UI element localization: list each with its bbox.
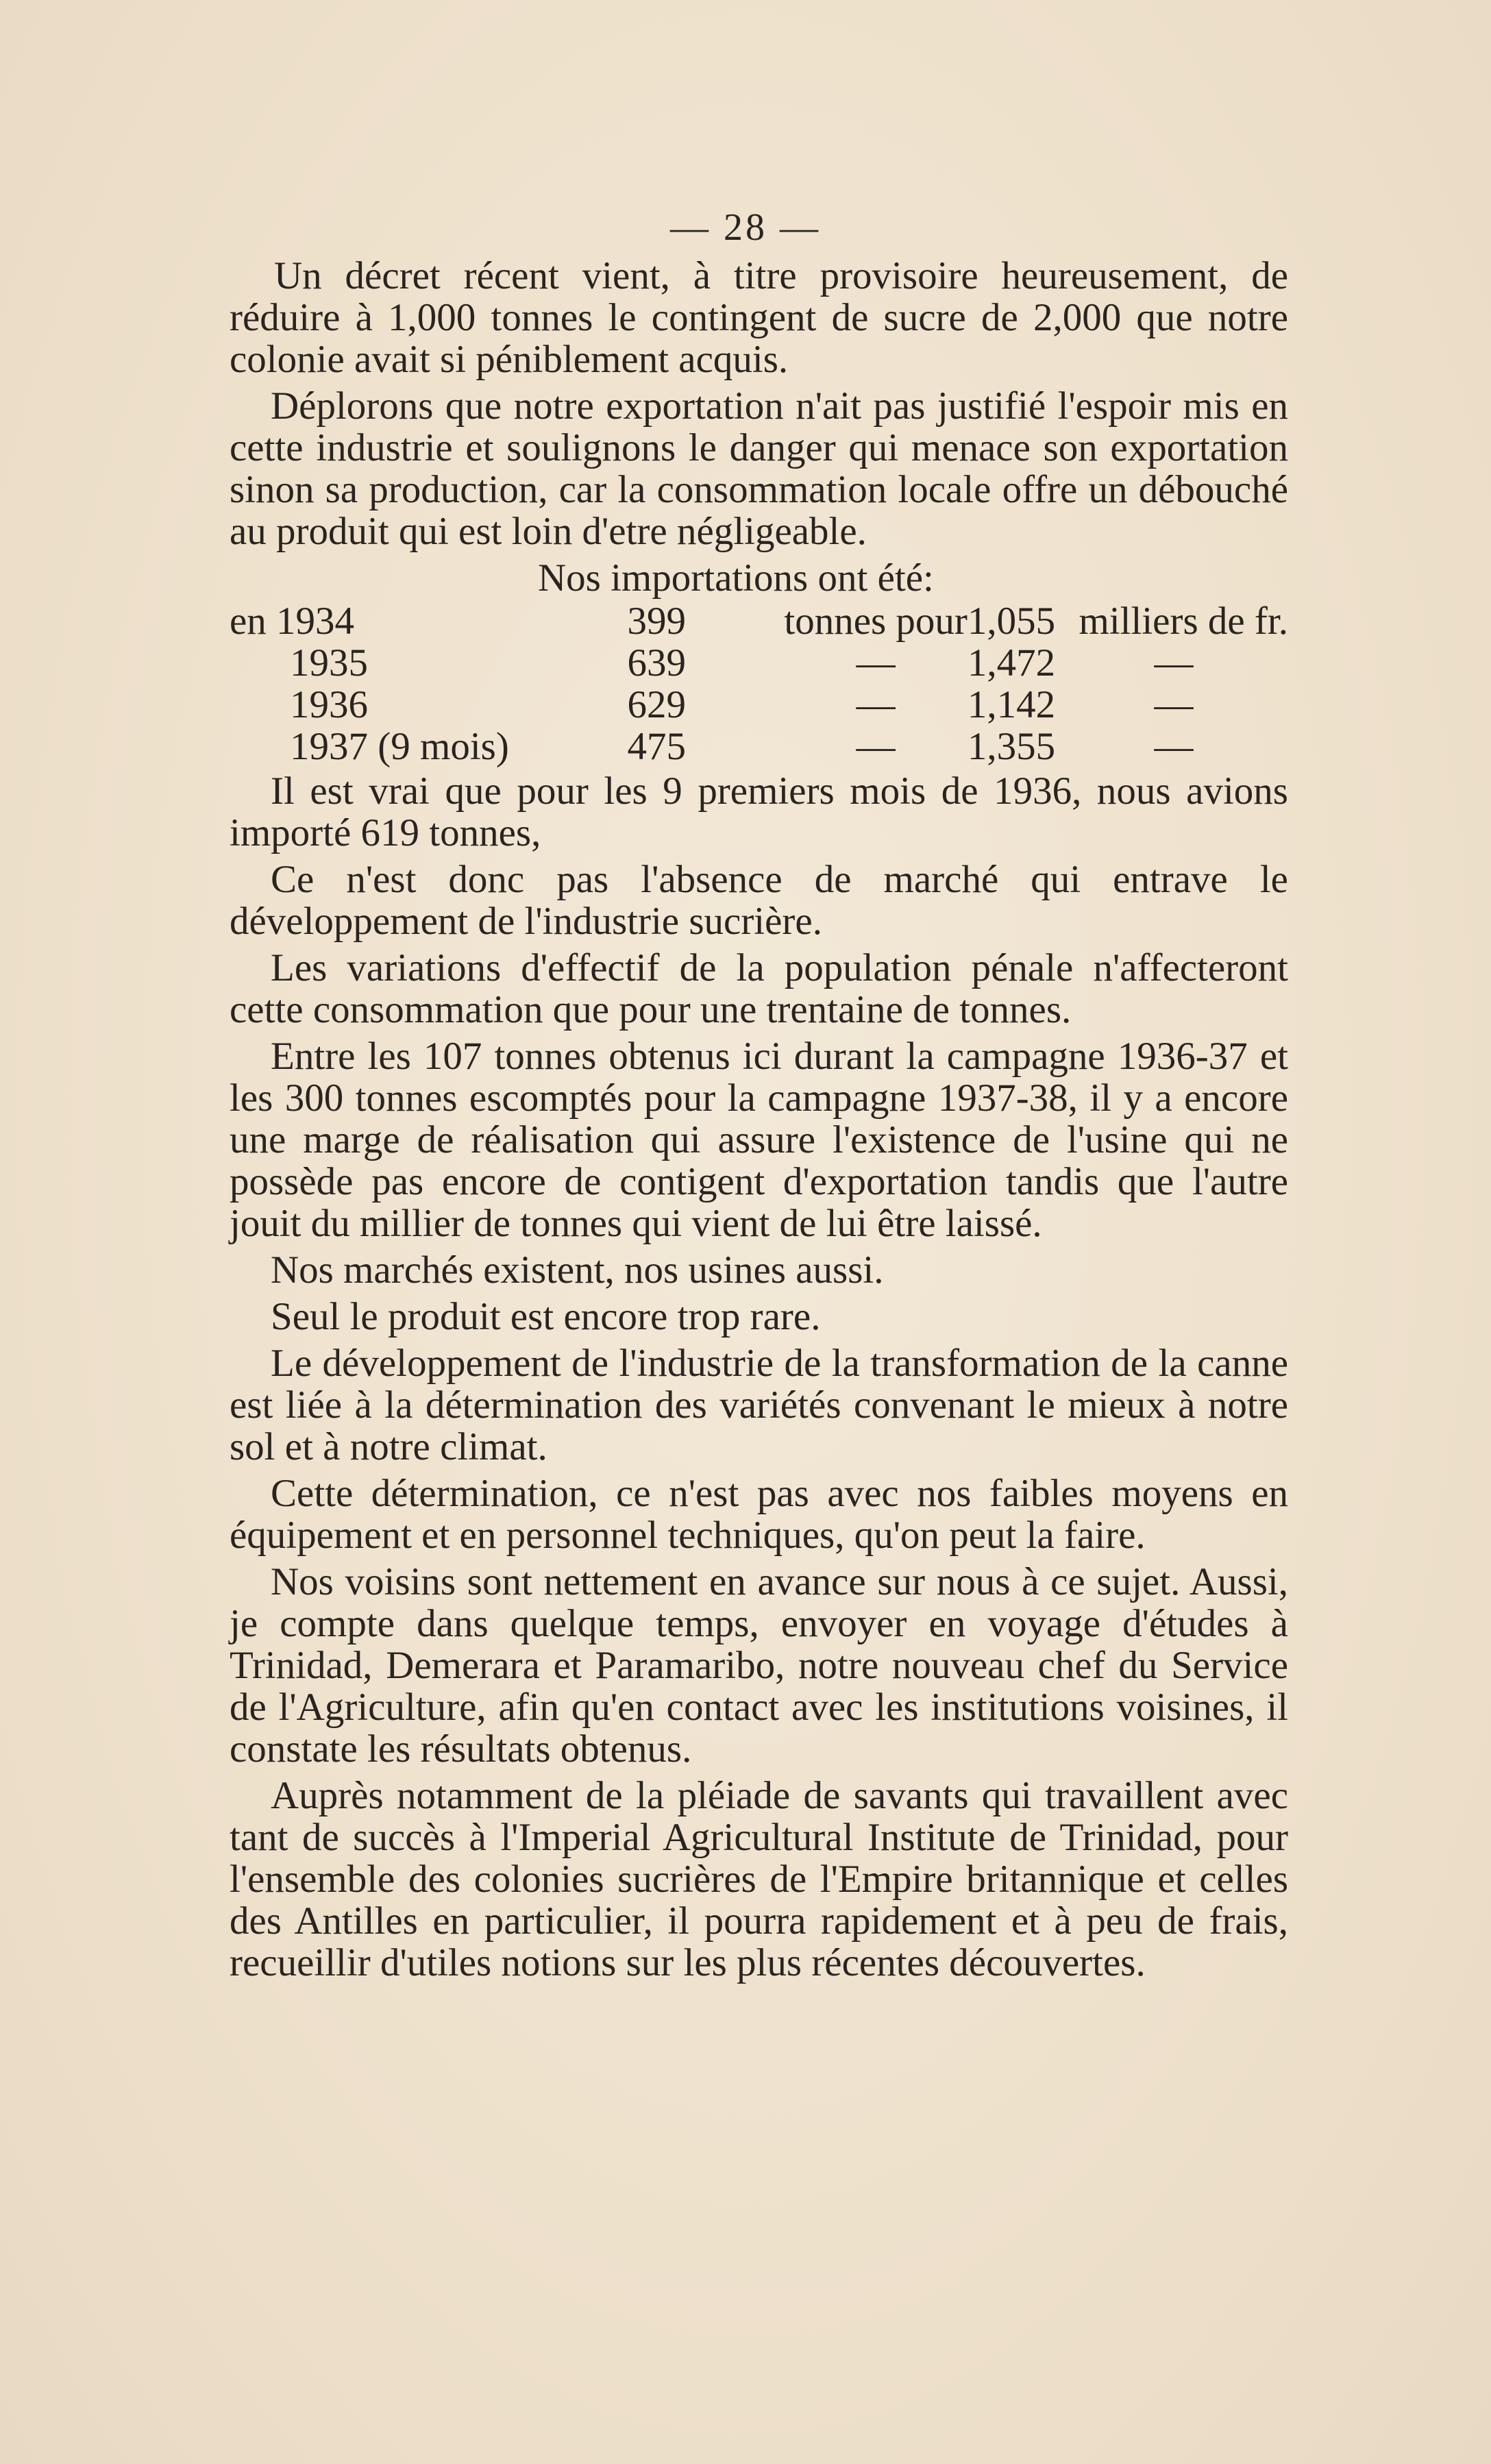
rest-cell: — bbox=[1154, 641, 1194, 685]
table-row bbox=[230, 684, 1288, 726]
tons-cell: 629 bbox=[627, 683, 686, 726]
table-row bbox=[230, 642, 1288, 684]
paragraph: Les variations d'effectif de la population pénale n'affecteront cette consommation que pour une trentaine de tonnes. bbox=[230, 946, 1288, 1031]
value-cell: 1,355 bbox=[967, 725, 1056, 768]
paragraph: Nos voisins sont nettement en avance sur nous à ce sujet. Aussi, je compte dans quelque temps, envoyer en voyage d'études à Trinidad, Demerara et Paramaribo, notre nouveau chef du Service de l'Agriculture, afin qu'en contact avec les institutions voisines, il constate les résultats obtenus. bbox=[230, 1560, 1288, 1771]
paragraph: Auprès notamment de la pléiade de savants qui travaillent avec tant de succès à l'Imperial Agricultural Institute de Trinidad, pour l'ensemble des colonies sucrières de l'Empire britannique et celles des Antilles en particulier, il pourra rapidement et à peu de frais, recueillir d'utiles notions sur les plus récentes découvertes. bbox=[230, 1774, 1288, 1984]
unit-cell: — bbox=[856, 725, 896, 768]
unit-cell: — bbox=[856, 641, 896, 685]
year-cell: 1936 bbox=[290, 683, 368, 726]
year-cell: en 1934 bbox=[230, 600, 355, 643]
value-cell: 1,142 bbox=[967, 683, 1056, 726]
page-number: — 28 — bbox=[670, 206, 821, 249]
paragraph: Déplorons que notre exportation n'ait pas justifié l'espoir mis en cette industrie et soulignons le danger qui menace son exportation sinon sa production, car la consommation locale offre un débouché au produit qui est loin d'etre négligeable. bbox=[230, 384, 1288, 553]
paragraph: Ce n'est donc pas l'absence de marché qui entrave le développement de l'industrie sucrière. bbox=[230, 858, 1288, 943]
rest-cell: milliers de fr. bbox=[1079, 600, 1288, 643]
paragraph: Entre les 107 tonnes obtenus ici durant la campagne 1936-37 et les 300 tonnes escomptés pour la campagne 1937-38, il y a encore une marge de réalisation qui assure l'existence de l'usine qui ne possède pas encore de contigent d'exportation tandis que l'autre jouit du millier de tonnes qui vient de lui être laissé. bbox=[230, 1035, 1288, 1245]
page-body bbox=[230, 255, 1288, 1988]
paragraph: Le développement de l'industrie de la transformation de la canne est liée à la détermination des variétés convenant le mieux à notre sol et à notre climat. bbox=[230, 1342, 1288, 1468]
table-row bbox=[230, 726, 1288, 767]
paragraph: Un décret récent vient, à titre provisoire heureusement, de réduire à 1,000 tonnes le contingent de sucre de 2,000 que notre colonie avait si péniblement acquis. bbox=[230, 254, 1288, 381]
unit-cell: tonnes pour bbox=[784, 600, 968, 643]
paragraph: Il est vrai que pour les 9 premiers mois de 1936, nous avions importé 619 tonnes, bbox=[230, 769, 1288, 854]
paragraph: Cette détermination, ce n'est pas avec nos faibles moyens en équipement et en personnel techniques, qu'on peut la faire. bbox=[230, 1472, 1288, 1557]
tons-cell: 399 bbox=[627, 600, 686, 643]
year-cell: 1937 (9 mois) bbox=[290, 725, 509, 768]
value-cell: 1,472 bbox=[967, 641, 1056, 685]
tons-cell: 639 bbox=[627, 641, 686, 685]
imports-table bbox=[230, 600, 1288, 767]
year-cell: 1935 bbox=[290, 641, 368, 685]
value-cell: 1,055 bbox=[967, 600, 1056, 643]
rest-cell: — bbox=[1154, 725, 1194, 768]
paragraph: Seul le produit est encore trop rare. bbox=[271, 1295, 821, 1338]
tons-cell: 475 bbox=[627, 725, 686, 768]
paragraph: Nos marchés existent, nos usines aussi. bbox=[271, 1248, 884, 1292]
unit-cell: — bbox=[856, 683, 896, 726]
table-row bbox=[230, 600, 1288, 642]
rest-cell: — bbox=[1154, 683, 1194, 726]
imports-intro: Nos importations ont été: bbox=[538, 556, 934, 600]
